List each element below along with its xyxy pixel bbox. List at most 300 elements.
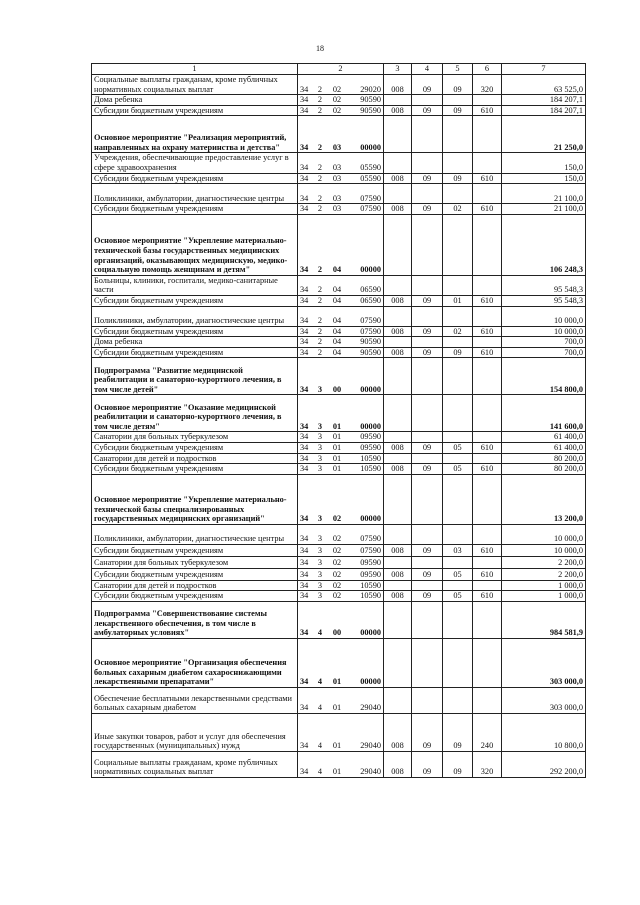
row-name: Иные закупки товаров, работ и услуг для обеспечения государственных (муниципальных) нужд [92,713,298,751]
row-ministry [384,687,412,713]
header-cell: 5 [443,64,473,75]
row-code [298,568,384,580]
code-direction: 29040 [360,767,381,777]
code-event: 01 [332,677,342,687]
code-event: 03 [332,173,342,183]
table-row [92,524,586,544]
row-section [412,432,443,443]
row-name: Дома ребенка [92,337,298,348]
row-ministry: 008 [384,568,412,580]
code-event: 04 [332,315,342,325]
code-direction: 10590 [360,580,381,590]
row-code [298,153,384,173]
code-program: 34 [300,628,309,638]
row-amount: 2 200,0 [502,568,586,580]
row-subsection: 09 [443,75,473,95]
code-subprogram: 4 [317,677,323,687]
table-row [92,556,586,568]
code-program: 34 [300,84,309,94]
code-event: 02 [332,95,342,105]
row-name: Субсидии бюджетным учреждениям [92,591,298,602]
code-program: 34 [300,337,309,347]
code-program: 34 [300,534,309,544]
row-section [412,474,443,524]
table-row [92,453,586,464]
code-direction: 29020 [360,84,381,94]
row-section [412,214,443,275]
row-ministry [384,358,412,395]
code-program: 34 [300,432,309,442]
row-amount: 21 100,0 [502,184,586,204]
row-expense-type: 610 [473,347,502,358]
code-direction: 09590 [360,570,381,580]
row-name: Социальные выплаты гражданам, кроме публичных нормативных социальных выплат [92,751,298,777]
code-subprogram: 4 [317,703,323,713]
code-direction: 07590 [360,326,381,336]
row-section [412,601,443,638]
row-section: 09 [412,751,443,777]
row-expense-type [473,580,502,591]
row-name: Подпрограмма "Развитие медицинской реабилитации и санаторно-курортного лечения, в том числе детей" [92,358,298,395]
row-amount: 61 400,0 [502,442,586,453]
row-name: Субсидии бюджетным учреждениям [92,464,298,475]
header-cell: 4 [412,64,443,75]
row-subsection [443,432,473,443]
code-event: 01 [332,453,342,463]
table-row [92,432,586,443]
row-amount: 106 248,3 [502,214,586,275]
row-ministry [384,395,412,432]
code-subprogram: 2 [317,105,323,115]
row-expense-type: 610 [473,442,502,453]
row-expense-type [473,453,502,464]
row-ministry [384,184,412,204]
row-code [298,347,384,358]
code-event: 01 [332,421,342,431]
code-direction: 05590 [360,173,381,183]
row-expense-type: 240 [473,713,502,751]
header-cell: 1 [92,64,298,75]
code-direction: 00000 [360,628,381,638]
code-subprogram: 3 [317,580,323,590]
code-program: 34 [300,741,309,751]
header-cell: 3 [384,64,412,75]
code-direction: 07590 [360,204,381,214]
row-name: Санатории для больных туберкулезом [92,432,298,443]
row-section: 09 [412,713,443,751]
row-subsection [443,275,473,295]
row-amount: 63 525,0 [502,75,586,95]
code-event: 04 [332,337,342,347]
row-code [298,95,384,106]
row-section [412,395,443,432]
row-name: Субсидии бюджетным учреждениям [92,173,298,184]
row-code [298,395,384,432]
code-program: 34 [300,703,309,713]
row-code [298,275,384,295]
row-name: Субсидии бюджетным учреждениям [92,347,298,358]
code-program: 34 [300,265,309,275]
row-code [298,204,384,215]
row-code [298,306,384,326]
row-ministry [384,474,412,524]
code-event: 00 [332,384,342,394]
table-row [92,75,586,95]
row-expense-type: 610 [473,204,502,215]
row-ministry: 008 [384,204,412,215]
row-code [298,105,384,116]
row-code [298,464,384,475]
row-amount: 1 000,0 [502,591,586,602]
row-code [298,432,384,443]
table-row [92,347,586,358]
row-expense-type [473,524,502,544]
code-event: 04 [332,285,342,295]
row-amount: 1 000,0 [502,580,586,591]
row-code [298,556,384,568]
code-event: 02 [332,84,342,94]
table-row [92,713,586,751]
code-program: 34 [300,162,309,172]
row-subsection [443,184,473,204]
row-name: Основное мероприятие "Укрепление материально-технической базы государственных медицинских организаций, оказывающих медицинскую, медико-социальную помощь женщинам и детям" [92,214,298,275]
table-row [92,442,586,453]
code-subprogram: 2 [317,142,323,152]
code-program: 34 [300,767,309,777]
row-expense-type [473,275,502,295]
row-subsection [443,474,473,524]
row-name: Субсидии бюджетным учреждениям [92,442,298,453]
row-ministry: 008 [384,464,412,475]
row-ministry [384,116,412,153]
code-program: 34 [300,384,309,394]
row-section [412,275,443,295]
row-code [298,524,384,544]
code-program: 34 [300,464,309,474]
code-direction: 10590 [360,453,381,463]
table-row [92,601,586,638]
code-event: 01 [332,741,342,751]
row-expense-type: 610 [473,544,502,556]
row-expense-type: 610 [473,464,502,475]
row-expense-type: 320 [473,751,502,777]
row-code [298,337,384,348]
row-code [298,453,384,464]
row-amount: 184 207,1 [502,105,586,116]
code-program: 34 [300,580,309,590]
row-code [298,544,384,556]
row-expense-type: 610 [473,105,502,116]
row-amount: 984 581,9 [502,601,586,638]
code-subprogram: 4 [317,628,323,638]
code-subprogram: 2 [317,84,323,94]
code-direction: 00000 [360,514,381,524]
code-event: 02 [332,546,342,556]
code-program: 34 [300,570,309,580]
row-name: Субсидии бюджетным учреждениям [92,105,298,116]
row-ministry: 008 [384,173,412,184]
row-name: Субсидии бюджетным учреждениям [92,544,298,556]
row-amount: 292 200,0 [502,751,586,777]
row-code [298,295,384,306]
code-direction: 00000 [360,384,381,394]
row-ministry: 008 [384,347,412,358]
row-amount: 150,0 [502,153,586,173]
code-event: 01 [332,703,342,713]
row-code [298,638,384,687]
row-subsection [443,306,473,326]
row-section [412,556,443,568]
row-code [298,580,384,591]
table-row [92,358,586,395]
row-code [298,713,384,751]
row-section: 09 [412,75,443,95]
code-subprogram: 3 [317,558,323,568]
row-amount: 13 200,0 [502,474,586,524]
code-subprogram: 2 [317,337,323,347]
row-subsection [443,556,473,568]
row-amount: 61 400,0 [502,432,586,443]
code-direction: 07590 [360,315,381,325]
row-amount: 150,0 [502,173,586,184]
code-direction: 00000 [360,265,381,275]
code-direction: 00000 [360,677,381,687]
row-amount: 10 000,0 [502,306,586,326]
row-code [298,751,384,777]
table-row [92,275,586,295]
row-code [298,326,384,337]
code-event: 02 [332,591,342,601]
table-row [92,116,586,153]
code-direction: 10590 [360,591,381,601]
code-subprogram: 2 [317,295,323,305]
row-ministry [384,524,412,544]
row-section: 09 [412,544,443,556]
row-ministry [384,556,412,568]
table-row [92,95,586,106]
code-program: 34 [300,558,309,568]
row-subsection [443,337,473,348]
row-section: 09 [412,464,443,475]
row-amount: 21 250,0 [502,116,586,153]
row-subsection: 09 [443,105,473,116]
row-section [412,687,443,713]
row-amount: 303 000,0 [502,687,586,713]
code-direction: 06590 [360,285,381,295]
row-expense-type: 610 [473,295,502,306]
row-amount: 700,0 [502,347,586,358]
row-subsection [443,601,473,638]
code-program: 34 [300,204,309,214]
table-row [92,214,586,275]
code-subprogram: 3 [317,453,323,463]
code-event: 01 [332,432,342,442]
row-subsection: 05 [443,464,473,475]
row-section [412,184,443,204]
row-name: Социальные выплаты гражданам, кроме публичных нормативных социальных выплат [92,75,298,95]
code-event: 04 [332,295,342,305]
row-expense-type [473,184,502,204]
row-name: Больницы, клиники, госпитали, медико-санитарные части [92,275,298,295]
row-ministry [384,306,412,326]
row-amount: 10 000,0 [502,326,586,337]
code-direction: 29040 [360,703,381,713]
code-subprogram: 2 [317,326,323,336]
code-event: 02 [332,580,342,590]
row-section: 09 [412,591,443,602]
code-direction: 09590 [360,558,381,568]
row-expense-type: 610 [473,173,502,184]
row-expense-type: 320 [473,75,502,95]
table-row [92,474,586,524]
code-event: 02 [332,558,342,568]
row-section [412,524,443,544]
code-program: 34 [300,421,309,431]
code-subprogram: 3 [317,546,323,556]
row-code [298,474,384,524]
row-amount: 21 100,0 [502,204,586,215]
code-direction: 90590 [360,337,381,347]
code-program: 34 [300,315,309,325]
row-section: 09 [412,347,443,358]
header-cell: 2 [298,64,384,75]
row-expense-type: 610 [473,326,502,337]
row-name: Санатории для детей и подростков [92,453,298,464]
code-subprogram: 3 [317,421,323,431]
row-ministry [384,337,412,348]
table-row [92,580,586,591]
row-expense-type: 610 [473,591,502,602]
table-row [92,337,586,348]
row-code [298,184,384,204]
header-cell: 6 [473,64,502,75]
code-subprogram: 2 [317,193,323,203]
row-subsection [443,580,473,591]
code-direction: 10590 [360,464,381,474]
row-expense-type [473,395,502,432]
row-name: Основное мероприятие "Укрепление материально-технической базы специализированных государственных медицинских организаций" [92,474,298,524]
row-ministry [384,95,412,106]
code-direction: 05590 [360,162,381,172]
row-amount: 2 200,0 [502,556,586,568]
code-subprogram: 3 [317,442,323,452]
row-subsection: 09 [443,173,473,184]
code-direction: 07590 [360,534,381,544]
code-program: 34 [300,514,309,524]
row-name: Учреждения, обеспечивающие предоставление услуг в сфере здравоохранения [92,153,298,173]
code-subprogram: 3 [317,384,323,394]
code-program: 34 [300,453,309,463]
row-amount: 80 200,0 [502,464,586,475]
budget-table [91,63,586,778]
code-subprogram: 2 [317,204,323,214]
code-subprogram: 3 [317,570,323,580]
row-ministry: 008 [384,442,412,453]
code-program: 34 [300,442,309,452]
code-event: 03 [332,193,342,203]
code-direction: 29040 [360,741,381,751]
row-expense-type [473,214,502,275]
row-name: Санатории для больных туберкулезом [92,556,298,568]
row-code [298,214,384,275]
row-subsection [443,116,473,153]
code-direction: 07590 [360,193,381,203]
table-row [92,638,586,687]
code-event: 04 [332,326,342,336]
row-amount: 141 600,0 [502,395,586,432]
row-name: Субсидии бюджетным учреждениям [92,295,298,306]
row-section [412,453,443,464]
code-program: 34 [300,142,309,152]
row-section [412,153,443,173]
row-section: 09 [412,295,443,306]
row-expense-type [473,556,502,568]
row-ministry: 008 [384,295,412,306]
row-section [412,358,443,395]
table-row [92,153,586,173]
table-row [92,591,586,602]
row-section [412,337,443,348]
row-code [298,173,384,184]
row-subsection: 05 [443,442,473,453]
code-direction: 06590 [360,295,381,305]
row-ministry: 008 [384,751,412,777]
row-section [412,306,443,326]
table-row [92,204,586,215]
row-expense-type [473,95,502,106]
row-ministry [384,638,412,687]
row-subsection [443,95,473,106]
code-direction: 07590 [360,546,381,556]
code-program: 34 [300,193,309,203]
row-name: Основное мероприятие "Организация обеспечения больных сахарным диабетом сахароснижающими лекарственными препаратами" [92,638,298,687]
row-name: Поликлиники, амбулатории, диагностические центры [92,524,298,544]
table-row [92,395,586,432]
row-amount: 95 548,3 [502,275,586,295]
row-subsection: 09 [443,713,473,751]
row-section: 09 [412,442,443,453]
code-subprogram: 4 [317,767,323,777]
row-section: 09 [412,173,443,184]
row-subsection: 02 [443,204,473,215]
row-name: Санатории для детей и подростков [92,580,298,591]
code-subprogram: 4 [317,741,323,751]
code-direction: 00000 [360,142,381,152]
row-subsection: 02 [443,326,473,337]
row-subsection [443,395,473,432]
code-subprogram: 3 [317,464,323,474]
row-expense-type [473,153,502,173]
row-subsection [443,524,473,544]
row-subsection: 09 [443,347,473,358]
table-row [92,751,586,777]
code-program: 34 [300,347,309,357]
code-event: 03 [332,204,342,214]
row-ministry [384,153,412,173]
code-program: 34 [300,105,309,115]
code-event: 02 [332,534,342,544]
row-section: 09 [412,326,443,337]
table-row [92,464,586,475]
row-subsection [443,638,473,687]
row-ministry: 008 [384,713,412,751]
row-ministry: 008 [384,591,412,602]
row-amount: 10 000,0 [502,544,586,556]
row-name: Субсидии бюджетным учреждениям [92,326,298,337]
row-ministry: 008 [384,105,412,116]
row-amount: 10 800,0 [502,713,586,751]
code-event: 01 [332,767,342,777]
